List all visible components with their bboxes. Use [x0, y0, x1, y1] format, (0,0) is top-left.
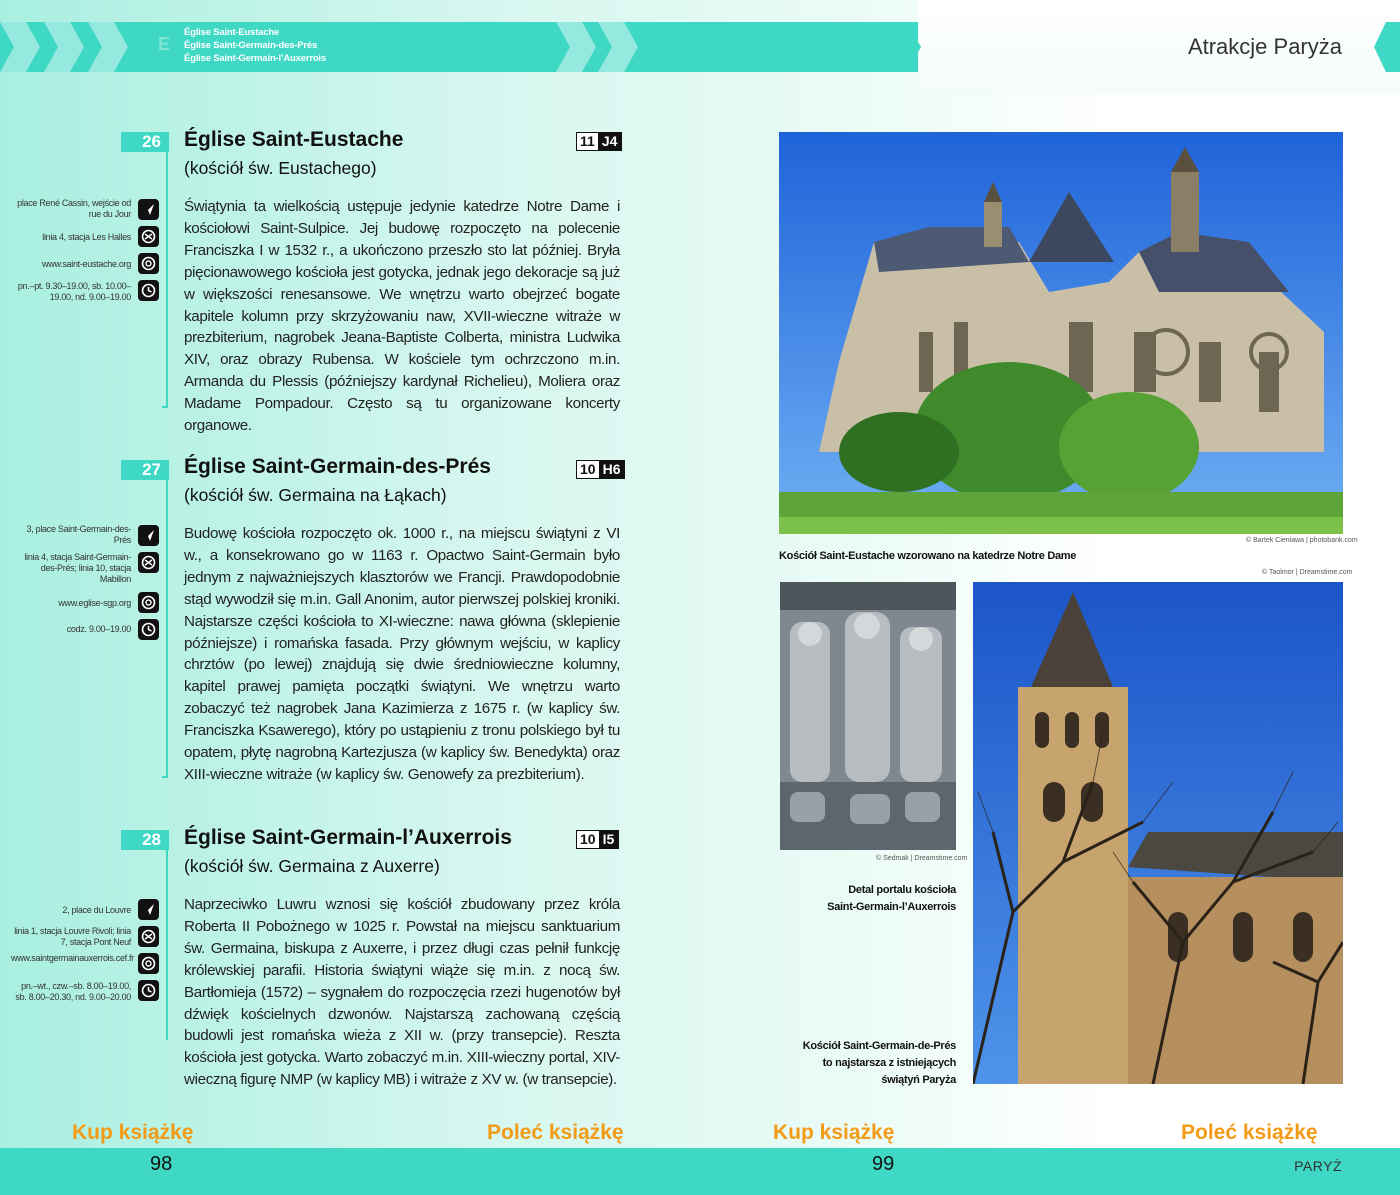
- info-hours: codz. 9.00–19.00: [66, 624, 131, 634]
- section-rule-foot: [162, 776, 168, 778]
- photo-saint-eustache: [779, 132, 1343, 534]
- footer-section-label: PARYŻ: [1294, 1158, 1342, 1174]
- photo-credit: © Taolmor | Dreamstime.com: [1262, 569, 1353, 576]
- clock-icon: [138, 619, 159, 640]
- location-icon: [138, 525, 159, 546]
- section-number: 28: [121, 830, 169, 850]
- info-web: www.saintgermainauxerrois.cef.fr: [11, 953, 134, 963]
- info-metro: linia 4, stacja Saint-Germain-des-Prés; linia 10, stacja Mabillon: [24, 552, 131, 584]
- map-square: J4: [598, 133, 622, 150]
- chevron-left-icon: [1374, 22, 1400, 72]
- photo-credit: © Bartek Cieniawa | photobank.com: [1246, 537, 1358, 544]
- map-square: I5: [599, 831, 619, 848]
- photo-caption: [796, 882, 956, 916]
- caption-line: Saint-Germain-l’Auxerrois: [827, 901, 956, 913]
- section-rule: [166, 850, 168, 1040]
- page-number-left: 98: [150, 1153, 173, 1175]
- section-subtitle: (kościół św. Germaina z Auxerre): [184, 856, 440, 876]
- chevron-right-icon: [44, 22, 84, 72]
- clock-icon: [138, 980, 159, 1001]
- caption-line: świątyń Paryża: [881, 1074, 956, 1086]
- page-number-right: 99: [872, 1153, 895, 1175]
- map-square: H6: [599, 461, 625, 478]
- section-subtitle: (kościół św. Germaina na Łąkach): [184, 485, 447, 505]
- recommend-book-link[interactable]: Poleć książkę: [487, 1121, 624, 1144]
- recommend-book-link[interactable]: Poleć książkę: [1181, 1121, 1318, 1144]
- metro-icon: [138, 226, 159, 247]
- info-address: place René Cassin, wejście od rue du Jour: [17, 198, 131, 219]
- section-title: Église Saint-Germain-l’Auxerrois: [184, 826, 512, 849]
- section-rule: [166, 152, 168, 408]
- header-letter: E: [158, 34, 171, 54]
- caption-line: to najstarsza z istniejących: [822, 1057, 956, 1069]
- photo-caption: [780, 1038, 956, 1089]
- photo-saint-germain-des-pres: [973, 582, 1343, 1084]
- chevron-right-icon: [88, 22, 128, 72]
- metro-icon: [138, 926, 159, 947]
- website-icon: [138, 953, 159, 974]
- section-title: Église Saint-Germain-des-Prés: [184, 455, 491, 478]
- info-hours: pn.–pt. 9.30–19.00, sb. 10.00–19.00, nd. 9.00–19.00: [17, 281, 131, 302]
- header-entry: Église Saint-Eustache: [184, 27, 280, 38]
- info-metro: linia 1, stacja Louvre Rivoli; linia 7, stacja Pont Neuf: [14, 926, 131, 947]
- section-number: 26: [121, 132, 169, 152]
- section-title: Église Saint-Eustache: [184, 128, 404, 151]
- website-icon: [138, 592, 159, 613]
- section-number: 27: [121, 460, 169, 480]
- header-entry: Église Saint-Germain-l’Auxerrois: [184, 53, 326, 64]
- chevron-right-icon: [556, 22, 596, 72]
- info-address: 3, place Saint-Germain-des-Prés: [26, 524, 131, 545]
- map-page: 10: [577, 831, 599, 848]
- info-web: www.saint-eustache.org: [42, 259, 131, 269]
- section-rule: [166, 480, 168, 778]
- map-page: 10: [577, 461, 599, 478]
- map-reference: [576, 132, 622, 151]
- location-icon: [138, 199, 159, 220]
- info-hours: pn.–wt., czw.–sb. 8.00–19.00, sb. 8.00–20.30, nd. 9.00–20.00: [15, 981, 131, 1002]
- metro-icon: [138, 552, 159, 573]
- section-subtitle: (kościół św. Eustachego): [184, 158, 377, 178]
- chevron-right-icon: [598, 22, 638, 72]
- buy-book-link[interactable]: Kup książkę: [72, 1121, 194, 1144]
- caption-line: Kościół Saint-Germain-de-Prés: [802, 1040, 956, 1052]
- map-reference: [576, 830, 619, 849]
- header-entries: [184, 26, 326, 65]
- footer-band: [0, 1148, 1400, 1195]
- section-rule-foot: [162, 406, 168, 408]
- website-icon: [138, 253, 159, 274]
- header-entry: Église Saint-Germain-des-Prés: [184, 40, 318, 51]
- section-body: Naprzeciwko Luwru wznosi się kościół zbudowany przez króla Roberta II Pobożnego w 1025 r. Powstał na miejscu sanktuarium św. Germaina, biskupa z Auxerre, i przez długi czas pełnił funkcję królewskiej parafii. Historia świątyni wiąże się m.in. z nocą św. Bartłomieja (1572) – sygnałem do rozpoczęcia rzezi hugenotów był dźwięk kościelnych dzwonów. Najstarszą zachowaną częścią budowli jest romańska wieża z XII w. (przy transepcie). Reszta kościoła jest gotycka. Warto zobaczyć m.in. XIII-wieczny portal, XIV-wieczną figurę NMP (w kaplicy MB) i witraże z XV w. (w transepcie).: [184, 896, 620, 1089]
- header-band-arrow: [895, 22, 921, 72]
- photo-caption: Kościół Saint-Eustache wzorowano na katedrze Notre Dame: [779, 550, 1077, 562]
- section-body: Świątynia ta wielkością ustępuje jedynie katedrze Notre Dame i kościołowi Saint-Sulpice. Jej budowę rozpoczęto na polecenie Franciszka I w 1532 r., a ukończono przeszło sto lat później. Bryła pięcionawowego kościoła jest gotycka, jednak jego dekoracje są już w większości renesansowe. We wnętrzu warto obejrzeć bogate kapitele kolumn przy skrzyżowaniu naw, XVII-wieczne witraże w prezbiterium, nagrobek Jeana-Baptiste Colberta, ministra Ludwika XIV, oraz obrazy Rubensa. W kościele tym ochrzczono m.in. Armanda du Plessis (późniejszy kardynał Richelieu), Moliera oraz Madame Pompadour. Często są tu organizowane koncerty organowe.: [184, 198, 620, 435]
- buy-book-link[interactable]: Kup książkę: [773, 1121, 895, 1144]
- running-title: Atrakcje Paryża: [1187, 34, 1342, 59]
- photo-credit: © Sedmak | Dreamstime.com: [876, 855, 968, 862]
- map-reference: [576, 460, 625, 479]
- photo-portal-detail: [780, 582, 956, 850]
- section-body: Budowę kościoła rozpoczęto ok. 1000 r., na miejscu świątyni z VI w., a konsekrowano go w 1163 r. Opactwo Saint-Germain było jednym z najważniejszych klasztorów we Francji. Prawdopodobnie stąd wywodził się m.in. Gall Anonim, autor pierwszej polskiej kroniki. Najstarsze części kościoła to XI-wieczne: nawa główna (sklepienie późniejsze) i romańska fasada. Przy głównym wejściu, w kaplicy chrztów (po lewej) znajdują się dwie średniowieczne kolumny, kapitel prawej pamięta początki świątyni. We wnętrzu warto zobaczyć też nagrobek Jana Kazimierza z 1675 r. (w kaplicy św. Franciszka Ksawerego), który po ustąpieniu z tronu polskiego był tu opatem, płytę nagrobną Kartezjusza (w kaplicy św. Benedykta) oraz XIII-wieczne witraże (w kaplicy św. Genowefy za prezbiterium).: [184, 525, 620, 783]
- caption-line: Detal portalu kościoła: [848, 884, 956, 896]
- info-web: www.eglise-sgp.org: [58, 598, 131, 608]
- info-metro: linia 4, stacja Les Halles: [42, 232, 131, 242]
- location-icon: [138, 899, 159, 920]
- chevron-right-icon: [0, 22, 40, 72]
- map-page: 11: [577, 133, 598, 150]
- clock-icon: [138, 280, 159, 301]
- info-address: 2, place du Louvre: [62, 905, 131, 915]
